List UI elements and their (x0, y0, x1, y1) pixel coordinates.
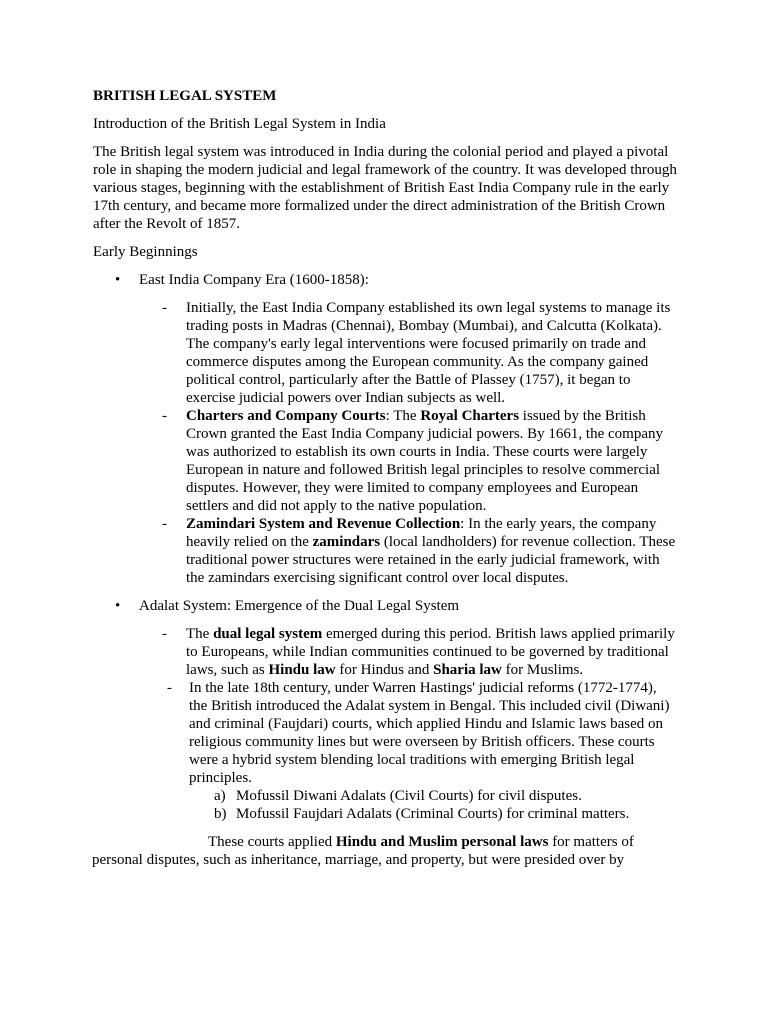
sub-list-marker: a) (214, 788, 226, 804)
intro-heading: Introduction of the British Legal System in India (93, 116, 386, 132)
sub-list-marker: b) (214, 806, 227, 822)
bullet-east-india-company-era (93, 271, 678, 289)
bold-term: Hindu and Muslim personal laws (335, 834, 549, 850)
list-item (93, 515, 678, 587)
list-item (93, 299, 678, 407)
bold-term: Hindu law (268, 662, 336, 678)
text-run: emerged during this period. British laws applied primarily to Europeans, while Indian communities continued to be governed by traditional laws, such as (186, 626, 675, 678)
bold-term: dual legal system (213, 626, 323, 642)
dash-marker: - (162, 408, 167, 424)
text-run: for Muslims. (501, 662, 584, 678)
list-item-text: In the late 18th century, under Warren Hastings' judicial reforms (1772-1774), the British introduced the Adalat system in Bengal. This included civil (Diwani) and criminal (Faujdari) courts, which applied Hindu and Islamic laws based on religious community lines but were overseen by British officers. These courts were a hybrid system blending local traditions with emerging British legal principles. (189, 680, 670, 786)
list-item (93, 407, 678, 515)
sub-list-item (93, 805, 678, 823)
bold-term: Royal Charters (420, 408, 520, 424)
intro-paragraph: The British legal system was introduced in India during the colonial period and played a pivotal role in shaping the modern judicial and legal framework of the country. It was developed through various stages, beginning with the establishment of British East India Company rule in the early 17th century, and became more formalized under the direct administration of the British Crown after the Revolt of 1857. (93, 144, 677, 232)
sub-list-text: Mofussil Diwani Adalats (Civil Courts) for civil disputes. (236, 788, 582, 804)
adalat-system-list (93, 625, 678, 823)
list-item-text: Initially, the East India Company established its own legal systems to manage its trading posts in Madras (Chennai), Bombay (Mumbai), and Calcutta (Kolkata). The company's early legal interventions were focused primarily on trade and commerce disputes among the European community. As the company gained political control, particularly after the Battle of Plassey (1757), it began to exercise judicial powers over Indian subjects as well. (186, 300, 671, 406)
bold-term: zamindars (312, 534, 381, 550)
dash-marker: - (162, 626, 167, 642)
text-run: for Hindus and (335, 662, 434, 678)
bullet-marker: • (115, 272, 121, 288)
list-item-text (186, 408, 663, 514)
dash-marker: - (162, 300, 167, 316)
list-item-text (186, 516, 675, 586)
dash-marker: - (167, 680, 172, 696)
text-run: The (186, 626, 214, 642)
text-run: for matters of personal disputes, such as inheritance, marriage, and property, but were presided over by (92, 834, 634, 868)
document-body (93, 87, 678, 869)
text-run: : The (385, 408, 421, 424)
list-item (93, 625, 678, 679)
text-run: : In the early years, the company heavily relied on the (186, 516, 657, 550)
bullet-marker: • (115, 598, 121, 614)
list-item-text (186, 626, 675, 678)
bold-term: Charters and Company Courts (186, 408, 386, 424)
sub-list-item (93, 787, 678, 805)
list-item (93, 679, 678, 787)
east-india-company-list (93, 299, 678, 587)
text-run: These courts applied (208, 834, 336, 850)
closing-paragraph (92, 833, 652, 869)
bullet-label: Adalat System: Emergence of the Dual Legal System (139, 598, 460, 614)
sub-list-text: Mofussil Faujdari Adalats (Criminal Courts) for criminal matters. (236, 806, 630, 822)
bullet-adalat-system (93, 597, 678, 615)
document-title: BRITISH LEGAL SYSTEM (93, 88, 277, 104)
text-run: (local landholders) for revenue collection. These traditional power structures were retained in the early judicial framework, with the zamindars exercising significant control over local disputes. (186, 534, 676, 586)
bold-term: Sharia law (433, 662, 502, 678)
text-run: issued by the British Crown granted the East India Company judicial powers. By 1661, the company was authorized to establish its own courts in India. These courts were largely European in nature and followed British legal principles to resolve commercial disputes. However, they were limited to company employees and European settlers and did not apply to the native population. (186, 408, 663, 514)
section-heading: Early Beginnings (93, 244, 198, 260)
bold-term: Zamindari System and Revenue Collection (186, 516, 461, 532)
dash-marker: - (162, 516, 167, 532)
bullet-label: East India Company Era (1600-1858): (139, 272, 369, 288)
